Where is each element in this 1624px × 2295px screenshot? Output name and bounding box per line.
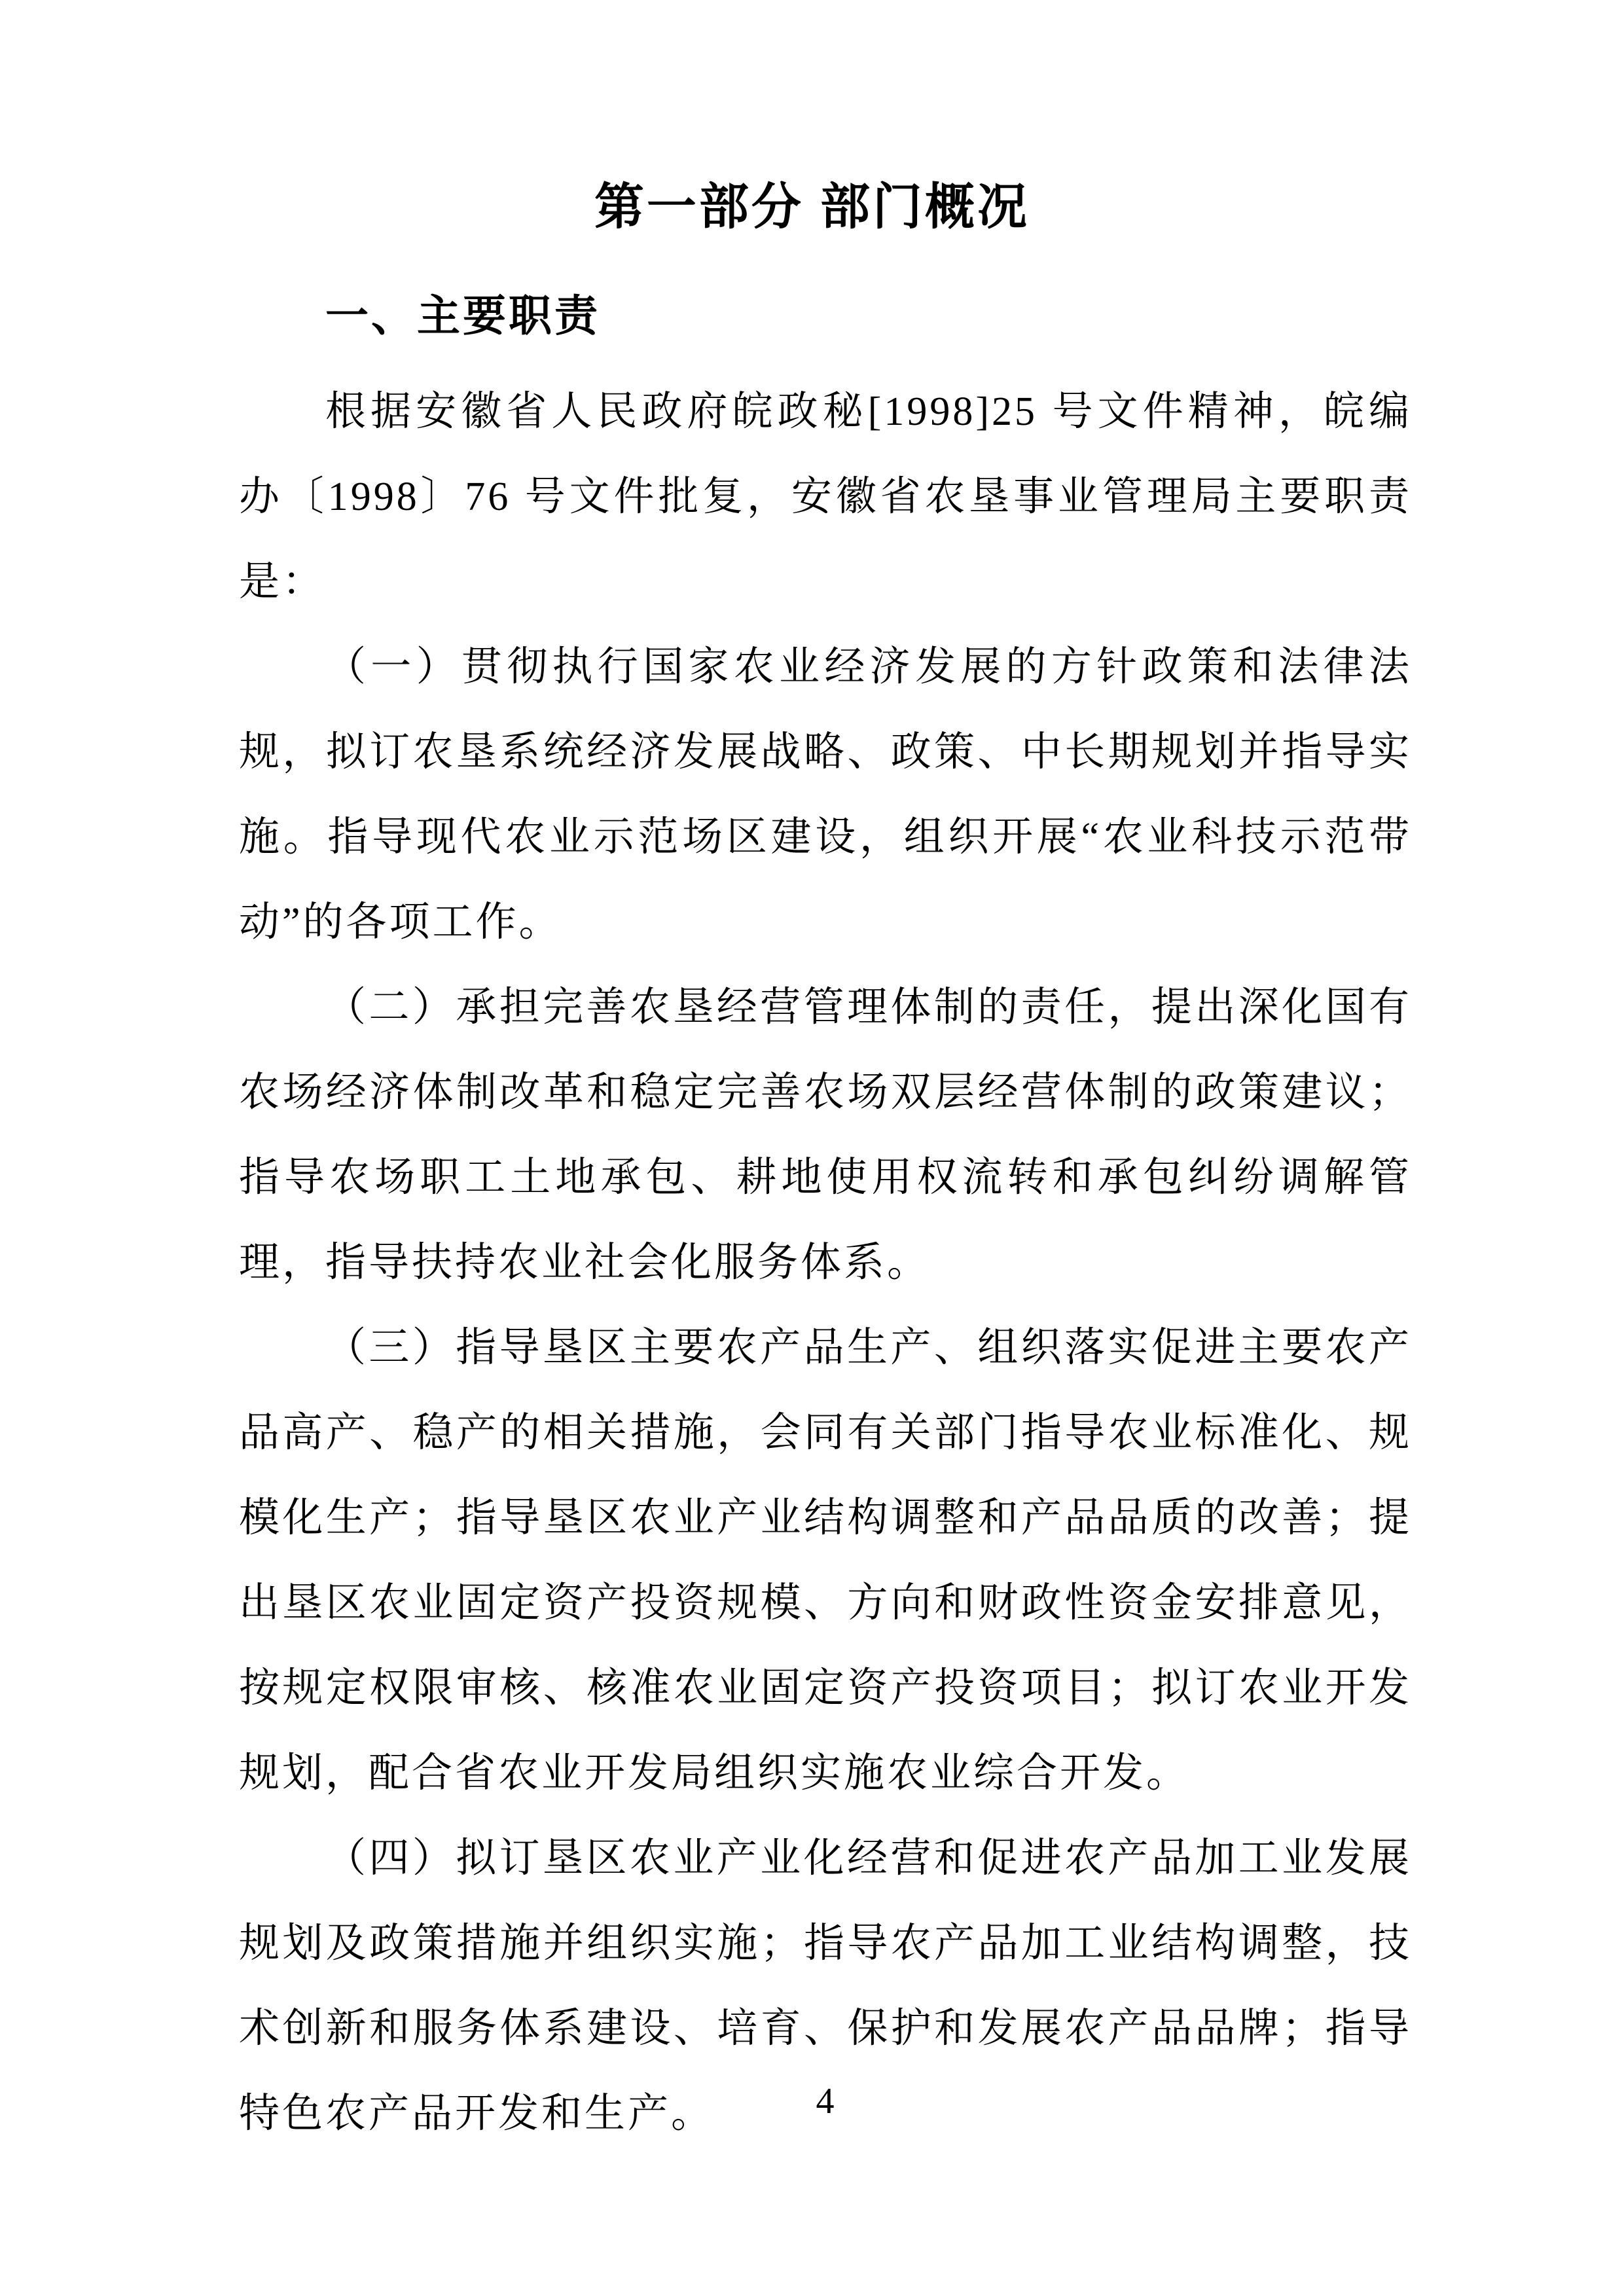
paragraph-duty-3: （三）指导垦区主要农产品生产、组织落实促进主要农产品高产、稳产的相关措施，会同有关部门指导农业标准化、规模化生产；指导垦区农业产业结构调整和产品品质的改善；提出垦区农业固定资产投资规模、方向和财政性资金安排意见，按规定权限审核、核准农业固定资产投资项目；拟订农业开发规划，配合省农业开发局组织实施农业综合开发。 [239,1325,1412,1796]
page-number: 4 [816,2081,835,2122]
page-title: 第一部分 部门概况 [594,179,1030,235]
paragraph-duty-2: （二）承担完善农垦经营管理体制的责任，提出深化国有农场经济体制改革和稳定完善农场双层经营体制的政策建议；指导农场职工土地承包、耕地使用权流转和承包纠纷调解管理，指导扶持农业社会化服务体系。 [239,985,1412,1285]
paragraph-duty-4: （四）拟订垦区农业产业化经营和促进农产品加工业发展规划及政策措施并组织实施；指导农产品加工业结构调整，技术创新和服务体系建设、培育、保护和发展农产品品牌；指导特色农产品开发和生产。 [239,1835,1412,2136]
section-heading: 一、主要职责 [325,291,600,340]
paragraph-intro: 根据安徽省人民政府皖政秘[1998]25 号文件精神，皖编办〔1998〕76 号文件批复，安徽省农垦事业管理局主要职责是： [239,389,1412,604]
document-body [239,369,1412,2156]
paragraph-duty-1: （一）贯彻执行国家农业经济发展的方针政策和法律法规，拟订农垦系统经济发展战略、政策、中长期规划并指导实施。指导现代农业示范场区建设，组织开展“农业科技示范带动”的各项工作。 [239,644,1412,945]
